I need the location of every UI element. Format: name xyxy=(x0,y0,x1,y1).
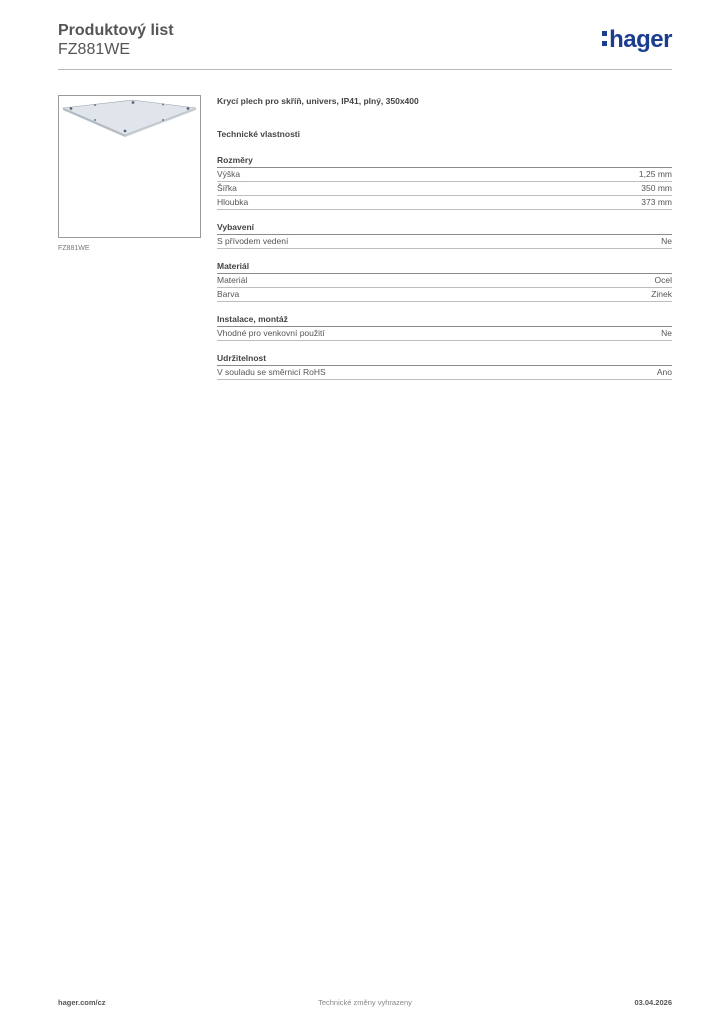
spec-section xyxy=(217,314,672,341)
spec-section xyxy=(217,353,672,380)
page-title: Produktový list xyxy=(58,22,174,39)
product-description: Krycí plech pro skříň, univers, IP41, plný, 350x400 xyxy=(217,96,419,106)
spec-section xyxy=(217,222,672,249)
page-header xyxy=(58,22,672,70)
spec-label: Materiál xyxy=(217,275,248,285)
spec-row xyxy=(217,274,672,288)
spec-row xyxy=(217,235,672,249)
image-caption: FZ881WE xyxy=(58,245,90,252)
spec-row xyxy=(217,288,672,302)
spec-value: 1,25 mm xyxy=(638,169,672,179)
footer-website: hager.com/cz xyxy=(58,998,106,1007)
spec-value: Ne xyxy=(661,328,672,338)
footer-date: 03.04.2026 xyxy=(634,998,672,1007)
spec-label: Barva xyxy=(217,289,240,299)
spec-section xyxy=(217,155,672,210)
section-title: Udržitelnost xyxy=(217,353,672,366)
product-details xyxy=(217,96,672,380)
section-title: Materiál xyxy=(217,261,672,274)
cover-plate-image xyxy=(59,96,200,237)
logo-text: hager xyxy=(609,26,672,53)
footer-notice: Technické změny vyhrazeny xyxy=(318,998,412,1007)
spec-label: Šířka xyxy=(217,183,237,193)
product-image xyxy=(58,95,201,238)
spec-label: S přívodem vedení xyxy=(217,236,289,246)
spec-row xyxy=(217,366,672,380)
spec-value: 373 mm xyxy=(641,197,672,207)
spec-row xyxy=(217,327,672,341)
spec-row xyxy=(217,196,672,210)
spec-section xyxy=(217,261,672,302)
spec-row xyxy=(217,168,672,182)
spec-value: Zinek xyxy=(651,289,672,299)
hager-logo xyxy=(602,26,672,54)
spec-value: 350 mm xyxy=(641,183,672,193)
spec-value: Ano xyxy=(656,367,672,377)
technical-properties-heading: Technické vlastnosti xyxy=(217,129,300,139)
spec-label: Výška xyxy=(217,169,241,179)
spec-sections xyxy=(217,155,672,380)
spec-label: Vhodné pro venkovní použití xyxy=(217,328,325,338)
product-code: FZ881WE xyxy=(58,41,131,58)
section-title: Rozměry xyxy=(217,155,672,168)
section-title: Instalace, montáž xyxy=(217,314,672,327)
section-title: Vybavení xyxy=(217,222,672,235)
spec-label: Hloubka xyxy=(217,197,249,207)
spec-row xyxy=(217,182,672,196)
logo-dots-icon xyxy=(602,31,607,47)
spec-value: Ocel xyxy=(654,275,672,285)
spec-value: Ne xyxy=(661,236,672,246)
spec-label: V souladu se směrnicí RoHS xyxy=(217,367,326,377)
